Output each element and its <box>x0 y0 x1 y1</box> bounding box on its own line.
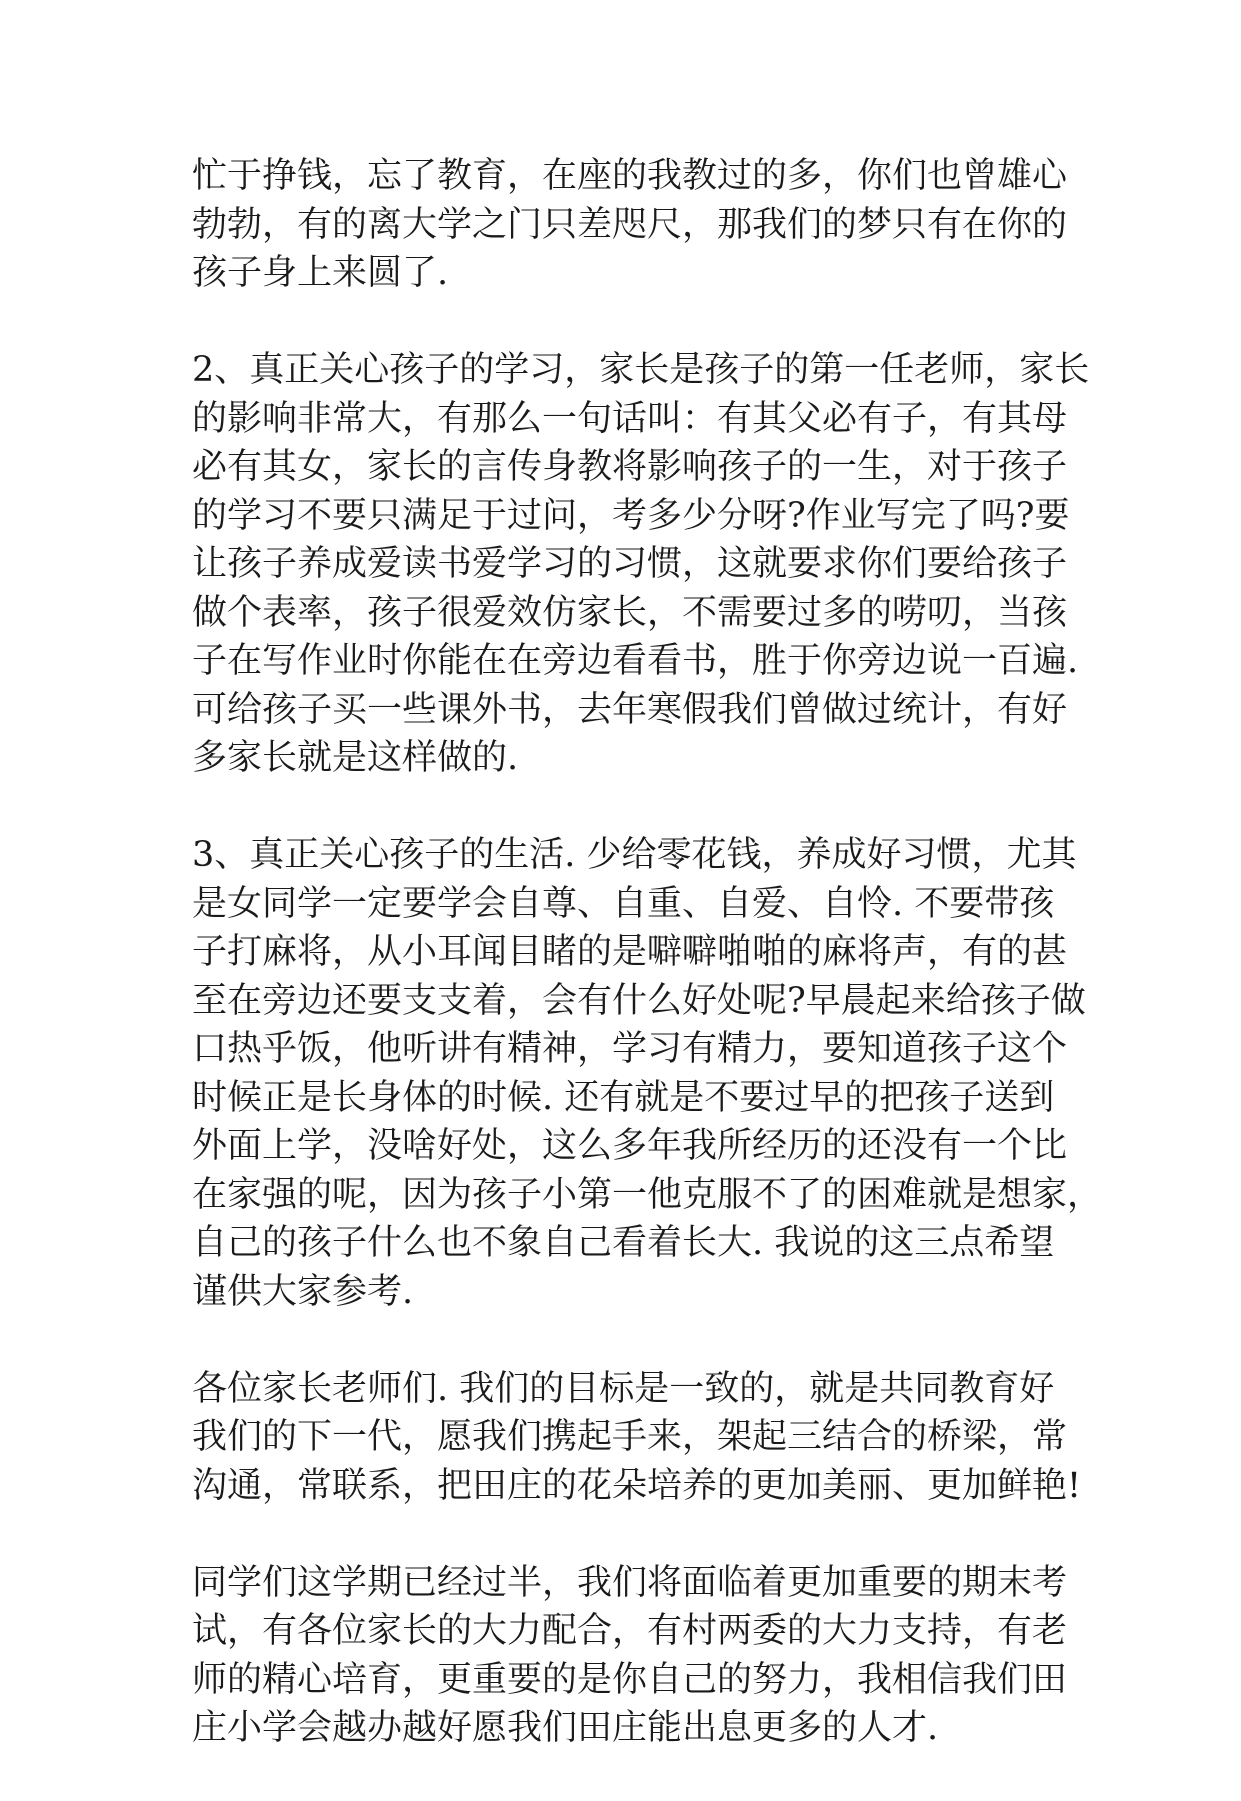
text-line: 让孩子养成爱读书爱学习的习惯，这就要求你们要给孩子 <box>192 544 1068 584</box>
text-line: 做个表率，孩子很爱效仿家长，不需要过多的唠叨，当孩 <box>192 592 1068 633</box>
paragraph-5 <box>192 1559 1068 1753</box>
text-line: 2、真正关心孩子的学习，家长是孩子的第一任老师，家长 <box>192 350 1090 390</box>
text-line: 必有其女，家长的言传身教将影响孩子的一生，对于孩子 <box>192 447 1068 487</box>
text-line: 忙于挣钱，忘了教育，在座的我教过的多，你们也曾雄心 <box>192 156 1068 196</box>
document-body <box>192 152 1103 1801</box>
text-line: 外面上学，没啥好处，这么多年我所经历的还没有一个比 <box>192 1126 1068 1166</box>
text-line: 勃勃，有的离大学之门只差咫尺，那我们的梦只有在你的 <box>192 204 1068 245</box>
paragraph-2 <box>192 346 1090 783</box>
text-line: 我们的下一代，愿我们携起手来，架起三结合的桥梁，常 <box>192 1417 1068 1457</box>
text-line: 的影响非常大，有那么一句话叫：有其父必有子，有其母 <box>192 398 1068 439</box>
text-line: 可给孩子买一些课外书，去年寒假我们曾做过统计，有好 <box>192 689 1068 730</box>
text-line: 孩子身上来圆了. <box>192 253 449 293</box>
paragraph-3 <box>192 831 1103 1316</box>
text-line: 口热乎饭，他听讲有精神，学习有精力，要知道孩子这个 <box>192 1029 1068 1069</box>
text-line: 同学们这学期已经过半，我们将面临着更加重要的期末考 <box>192 1562 1068 1603</box>
text-line: 子在写作业时你能在在旁边看看书，胜于你旁边说一百遍. <box>192 641 1079 681</box>
text-line: 时候正是长身体的时候. 还有就是不要过早的把孩子送到 <box>192 1077 1055 1118</box>
text-line: 沟通，常联系，把田庄的花朵培养的更加美丽、更加鲜艳! <box>192 1465 1082 1506</box>
text-line: 的学习不要只满足于过问，考多少分呀?作业写完了吗?要 <box>192 495 1070 536</box>
text-line: 自己的孩子什么也不象自己看着长大. 我说的这三点希望 <box>192 1223 1055 1263</box>
text-line: 试，有各位家长的大力配合，有村两委的大力支持，有老 <box>192 1611 1068 1651</box>
text-line: 各位家长老师们. 我们的目标是一致的，就是共同教育好 <box>192 1368 1055 1409</box>
text-line: 多家长就是这样做的. <box>192 738 519 778</box>
text-line: 子打麻将，从小耳闻目睹的是噼噼啪啪的麻将声，有的甚 <box>192 932 1068 972</box>
text-line: 在家强的呢，因为孩子小第一他克服不了的困难就是想家， <box>192 1174 1103 1215</box>
text-line: 师的精心培育，更重要的是你自己的努力，我相信我们田 <box>192 1659 1068 1700</box>
text-line: 3、真正关心孩子的生活. 少给零花钱，养成好习惯，尤其 <box>192 835 1077 875</box>
paragraph-1 <box>192 152 1068 298</box>
text-line: 庄小学会越办越好愿我们田庄能出息更多的人才. <box>192 1708 939 1748</box>
text-line: 谨供大家参考. <box>192 1271 414 1312</box>
text-line: 至在旁边还要支支着，会有什么好处呢?早晨起来给孩子做 <box>192 980 1086 1021</box>
paragraph-4 <box>192 1365 1082 1511</box>
text-line: 是女同学一定要学会自尊、自重、自爱、自怜. 不要带孩 <box>192 883 1055 924</box>
